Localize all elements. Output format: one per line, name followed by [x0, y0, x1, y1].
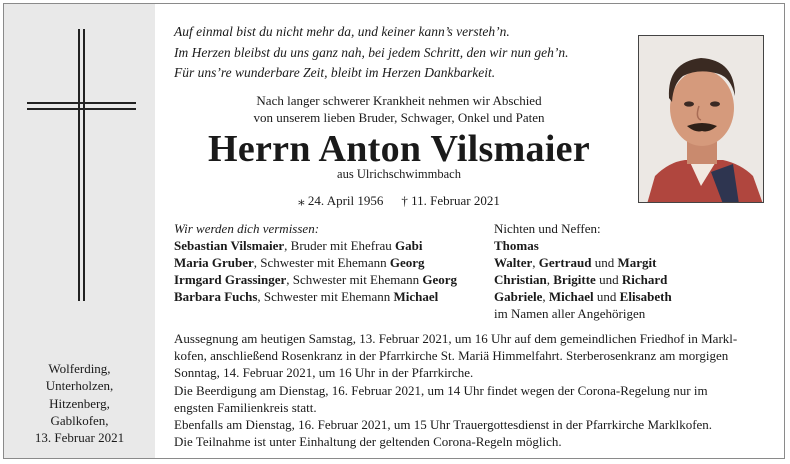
portrait-photo [638, 35, 764, 203]
life-dates [174, 192, 624, 209]
detail-line: Die Teilnahme ist unter Einhaltung der geltenden Corona-Regeln möglich. [174, 434, 562, 450]
death-date: † 11. Februar 2021 [401, 193, 500, 208]
poem-line: Im Herzen bleibst du uns ganz nah, bei jedem Schritt, den wir nun geh’n. [174, 44, 569, 60]
detail-line: kofen, anschließend Rosenkranz in der Pfarrkirche St. Mariä Himmelfahrt. Sterberosenkranz am morgigen [174, 348, 729, 364]
mourner-row: Sebastian Vilsmaier, Bruder mit Ehefrau Gabi [174, 238, 423, 253]
detail-line: Aussegnung am heutigen Samstag, 13. Februar 2021, um 16 Uhr auf dem gemeindlichen Friedhof in Markl- [174, 331, 738, 346]
deceased-name: Herrn Anton Vilsmaier [207, 128, 591, 170]
mourner-row: Irmgard Grassinger, Schwester mit Ehemann Georg [174, 272, 458, 287]
birth-date: ⁎ 24. April 1956 [298, 193, 384, 208]
mourner-row: Gabriele, Michael und Elisabeth [494, 289, 672, 304]
origin-line: aus Ulrichschwimmbach [337, 167, 461, 181]
mourner-row: Christian, Brigitte und Richard [494, 272, 668, 287]
poem-line: Auf einmal bist du nicht mehr da, und keiner kann’s versteh’n. [174, 24, 510, 39]
mourners-left-heading: Wir werden dich vermissen: [174, 221, 320, 236]
service-details [174, 330, 764, 450]
detail-line: Ebenfalls am Dienstag, 16. Februar 2021, um 15 Uhr Trauergottesdienst in der Pfarrkirche Marklkofen. [174, 417, 713, 433]
poem [174, 22, 624, 84]
detail-line: Die Beerdigung am Dienstag, 16. Februar 2021, um 14 Uhr findet wegen der Corona-Regelung nur im [174, 382, 708, 398]
mourner-row: Thomas [494, 238, 539, 253]
mourner-row: Maria Gruber, Schwester mit Ehemann Georg [174, 255, 425, 270]
place-line: Hitzenberg, [49, 395, 110, 411]
poem-line: Für uns’re wunderbare Zeit, bleibt im Herzen Dankbarkeit. [174, 65, 496, 80]
intro-line: von unserem lieben Bruder, Schwager, Onkel und Paten [253, 110, 545, 125]
mourner-row: Barbara Fuchs, Schwester mit Ehemann Michael [174, 289, 439, 304]
place-line: Wolferding, [48, 361, 111, 376]
intro-line: Nach langer schwerer Krankheit nehmen wir Abschied [256, 93, 542, 108]
mourners-right-heading: Nichten und Neffen: [494, 221, 601, 236]
place-line: Gablkofen, [50, 412, 109, 428]
mourners-left [174, 220, 457, 305]
detail-line: Sonntag, 14. Februar 2021, um 16 Uhr in der Pfarrkirche. [174, 365, 474, 381]
detail-line: engsten Familienkreis statt. [174, 399, 317, 415]
mourners-right [494, 220, 672, 322]
places-and-date [4, 360, 155, 446]
mourner-row: Walter, Gertraud und Margit [494, 255, 657, 270]
mourners-footer: im Namen aller Angehörigen [494, 306, 646, 321]
notice-date: 13. Februar 2021 [34, 430, 125, 446]
place-line: Unterholzen, [45, 378, 114, 394]
intro-text [174, 92, 624, 126]
